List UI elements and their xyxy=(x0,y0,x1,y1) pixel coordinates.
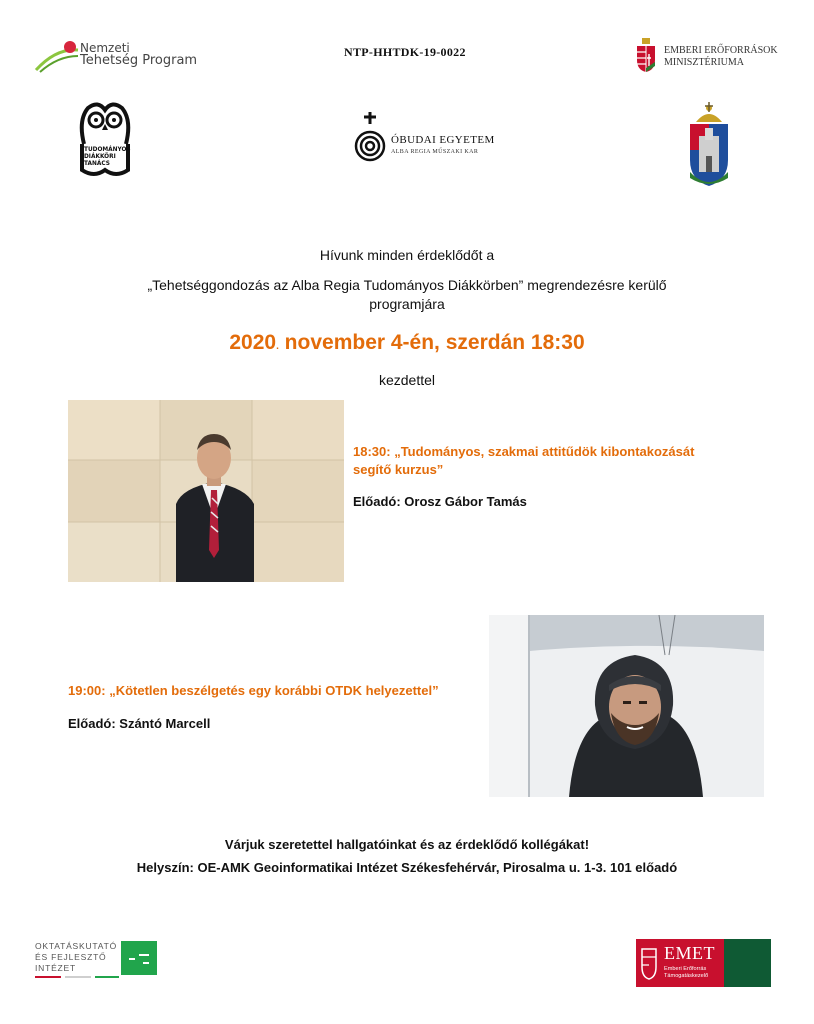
ofi-stripe-icon xyxy=(35,975,119,979)
invite-line-3: programjára xyxy=(369,296,445,312)
ofi-name xyxy=(35,941,117,974)
talk-2-title: 19:00: „Kötetlen beszélgetés egy korábbi OTDK helyezettel” xyxy=(68,683,439,698)
tdt-name xyxy=(84,147,131,168)
talk-1-title-line2: segítő kurzus” xyxy=(353,462,444,477)
speaker-photo-orosz xyxy=(68,400,344,582)
obuda-faculty-name: ALBA REGIA MŰSZAKI KAR xyxy=(391,149,479,155)
tdt-name-line2: DIÁKKÖRI xyxy=(84,154,116,160)
grant-code: NTP-HHTDK-19-0022 xyxy=(344,45,466,59)
emet-subtitle-line1: Emberi Erőforrás xyxy=(664,966,707,972)
event-date-rest: november 4-én, szerdán 18:30 xyxy=(278,331,585,354)
ntp-name-line2: Tehetség Program xyxy=(80,53,198,68)
emet-name: EMET xyxy=(664,943,715,963)
talk-1-title-line1: 18:30: „Tudományos, szakmai attitűdök kibontakozását xyxy=(353,444,695,459)
emmi-name-line2: MINISZTÉRIUMA xyxy=(664,57,744,68)
emmi-name-line1: EMBERI ERŐFORRÁSOK xyxy=(664,45,778,56)
start-label: kezdettel xyxy=(378,372,436,388)
talk-2-speaker: Előadó: Szántó Marcell xyxy=(68,716,211,731)
event-date xyxy=(0,331,814,355)
emmi-name xyxy=(664,45,778,69)
emet-subtitle xyxy=(664,966,708,980)
emet-green-block xyxy=(724,939,771,987)
emet-subtitle-line2: Támogatáskezelő xyxy=(664,973,709,979)
ofi-logo-icon xyxy=(121,941,157,975)
talk-1-speaker: Előadó: Orosz Gábor Tamás xyxy=(353,494,527,509)
ofi-name-line2: ÉS FEJLESZTŐ xyxy=(35,952,107,962)
ntp-name-line1: Nemzeti xyxy=(80,41,130,55)
ofi-name-line3: INTÉZET xyxy=(35,963,77,973)
tdt-name-line3: TANÁCS xyxy=(84,161,110,167)
obuda-university-logo-icon xyxy=(354,110,386,166)
event-date-dot: . xyxy=(276,341,279,352)
obuda-university-name: ÓBUDAI EGYETEM xyxy=(391,134,495,146)
hungary-crest-icon xyxy=(636,38,656,72)
talk-1-title xyxy=(353,443,753,479)
ofi-name-line1: OKTATÁSKUTATÓ xyxy=(35,941,118,951)
event-date-year: 2020 xyxy=(229,331,277,354)
venue: Helyszín: OE-AMK Geoinformatikai Intézet Székesfehérvár, Pirosalma u. 1-3. 101 előadó xyxy=(136,860,678,875)
invite-line-2: „Tehetséggondozás az Alba Regia Tudományos Diákkörben” megrendezésre kerülő xyxy=(147,277,667,293)
tdt-name-line1: TUDOMÁNYOS xyxy=(84,147,131,153)
city-coat-of-arms-icon xyxy=(686,100,732,188)
speaker-photo-szanto xyxy=(489,615,764,797)
invite-line-1: Hívunk minden érdeklődőt a xyxy=(319,247,495,263)
ofi-mark-icon xyxy=(121,941,157,975)
closing-message: Várjuk szeretettel hallgatóinkat és az érdeklődő kollégákat! xyxy=(224,837,590,852)
emet-crest-icon xyxy=(636,939,662,987)
